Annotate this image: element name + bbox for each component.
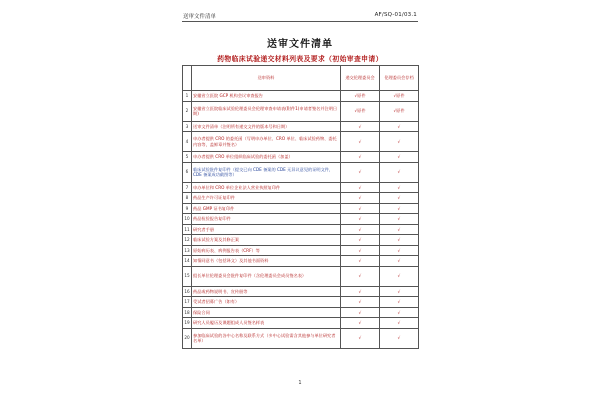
row-material-name: 参加临床试验的各中心名称及联系方式（多中心试验需含其他参与单位研究者名单） — [192, 328, 341, 348]
document-code: AF/SQ-01/03.1 — [374, 12, 417, 18]
table-row — [183, 193, 419, 204]
row-number: 14 — [183, 256, 192, 267]
row-number: 6 — [183, 162, 192, 182]
row-number: 7 — [183, 182, 192, 193]
row-committee-archive-mark: √ — [380, 266, 419, 286]
row-submit-committee-mark: √ — [341, 307, 380, 318]
row-number: 9 — [183, 203, 192, 214]
row-number: 4 — [183, 132, 192, 152]
row-number: 5 — [183, 152, 192, 163]
row-committee-archive-mark: √ — [380, 245, 419, 256]
column-header-committee-archive: 伦理委员会存档 — [380, 66, 419, 91]
row-material-name: 保险合同 — [192, 307, 341, 318]
row-submit-committee-mark: √ — [341, 224, 380, 235]
table-row — [183, 214, 419, 225]
row-submit-committee-mark: √ — [341, 132, 380, 152]
row-material-name: 送审文件清单（注明所有递交文件的版本号和日期） — [192, 121, 341, 132]
column-header-submit-committee: 递交伦理委员会 — [341, 66, 380, 91]
table-row — [183, 182, 419, 193]
row-committee-archive-mark: √ — [380, 318, 419, 329]
table-header-row — [183, 66, 419, 91]
row-submit-committee-mark: √ — [341, 328, 380, 348]
table-row — [183, 121, 419, 132]
submission-materials-table — [182, 65, 419, 349]
table-row — [183, 152, 419, 163]
row-submit-committee-mark: √ — [341, 162, 380, 182]
table-row — [183, 224, 419, 235]
row-submit-committee-mark: √ — [341, 152, 380, 163]
table-row — [183, 235, 419, 246]
row-committee-archive-mark: √ — [380, 132, 419, 152]
row-committee-archive-mark: √原件 — [380, 91, 419, 102]
row-submit-committee-mark: √ — [341, 286, 380, 297]
page-title: 送审文件清单 — [267, 39, 333, 50]
row-committee-archive-mark: √ — [380, 193, 419, 204]
table-row — [183, 328, 419, 348]
row-submit-committee-mark: √ — [341, 214, 380, 225]
row-material-name: 药品 GMP 证书复印件 — [192, 203, 341, 214]
row-material-name: 安徽省立医院 GCP 机构会议审查报告 — [192, 91, 341, 102]
row-material-name: 研究者手册 — [192, 224, 341, 235]
row-committee-archive-mark: √ — [380, 256, 419, 267]
row-committee-archive-mark: √ — [380, 152, 419, 163]
row-number: 2 — [183, 101, 192, 121]
row-material-name: 原始病历表、病例报告表（CRF）等 — [192, 245, 341, 256]
table-row — [183, 318, 419, 329]
row-material-name: 药品或药物说明书、宣传册等 — [192, 286, 341, 297]
row-material-name: 临床试验批件复印件（提交已向 CDE 备案的 CDE 无异议意见的证明文件，CDE 备案成功截图等） — [192, 162, 341, 182]
row-committee-archive-mark: √ — [380, 224, 419, 235]
row-number: 20 — [183, 328, 192, 348]
row-material-name: 安徽省立医院临床试验伦理委员会伦理审查申请表(附件1(申请者签名并注明日期) — [192, 101, 341, 121]
row-material-name: 临床试验方案及其修正案 — [192, 235, 341, 246]
row-committee-archive-mark: √ — [380, 214, 419, 225]
table-body — [183, 91, 419, 349]
table-row — [183, 307, 419, 318]
row-submit-committee-mark: √ — [341, 193, 380, 204]
table-row — [183, 256, 419, 267]
row-number: 13 — [183, 245, 192, 256]
row-submit-committee-mark: √ — [341, 203, 380, 214]
row-number: 3 — [183, 121, 192, 132]
row-material-name: 组长单位伦理委员会批件复印件（含伦理委员会成员签名表） — [192, 266, 341, 286]
row-material-name: 申办者提供 CRO 单位组织临床试验的委托函（加盖） — [192, 152, 341, 163]
row-submit-committee-mark: √原件 — [341, 91, 380, 102]
table-row — [183, 297, 419, 308]
row-material-name: 研究人员履历及课题组成人员签名样表 — [192, 318, 341, 329]
page-subtitle: 药物临床试验递交材料列表及要求（初始审查申请） — [217, 55, 383, 63]
row-submit-committee-mark: √ — [341, 235, 380, 246]
row-number: 19 — [183, 318, 192, 329]
row-number: 18 — [183, 307, 192, 318]
row-submit-committee-mark: √ — [341, 297, 380, 308]
row-material-name: 药品检验报告复印件 — [192, 214, 341, 225]
row-number: 17 — [183, 297, 192, 308]
row-committee-archive-mark: √ — [380, 121, 419, 132]
row-number: 11 — [183, 224, 192, 235]
table-row — [183, 91, 419, 102]
row-submit-committee-mark: √原件 — [341, 101, 380, 121]
row-committee-archive-mark: √ — [380, 286, 419, 297]
row-material-name: 受试者招募广告（如有） — [192, 297, 341, 308]
row-number: 10 — [183, 214, 192, 225]
table-row — [183, 245, 419, 256]
table-row — [183, 203, 419, 214]
table-row — [183, 286, 419, 297]
row-material-name: 药品生产许可证复印件 — [192, 193, 341, 204]
row-material-name: 申办单位和 CRO 单位企业法人营业执照复印件 — [192, 182, 341, 193]
header-divider — [182, 21, 418, 22]
row-committee-archive-mark: √原件 — [380, 101, 419, 121]
row-material-name: 知情同意书（包括译文）及其他书面资料 — [192, 256, 341, 267]
row-number: 8 — [183, 193, 192, 204]
row-number: 15 — [183, 266, 192, 286]
table-row — [183, 132, 419, 152]
row-committee-archive-mark: √ — [380, 162, 419, 182]
row-submit-committee-mark: √ — [341, 245, 380, 256]
row-submit-committee-mark: √ — [341, 318, 380, 329]
row-number: 16 — [183, 286, 192, 297]
row-submit-committee-mark: √ — [341, 121, 380, 132]
row-committee-archive-mark: √ — [380, 235, 419, 246]
row-committee-archive-mark: √ — [380, 182, 419, 193]
table-row — [183, 101, 419, 121]
row-material-name: 申办者提供 CRO 的委托函（写明申办单位、CRO 单位、临床试验药物、委托内容等，盖鲜章并签名） — [192, 132, 341, 152]
row-committee-archive-mark: √ — [380, 203, 419, 214]
page-number: 1 — [298, 380, 302, 386]
table-row — [183, 162, 419, 182]
running-header-title: 送审文件清单 — [183, 14, 217, 20]
row-number: 12 — [183, 235, 192, 246]
row-submit-committee-mark: √ — [341, 182, 380, 193]
row-submit-committee-mark: √ — [341, 266, 380, 286]
column-header-number — [183, 66, 192, 91]
column-header-materials: 送审资料 — [192, 66, 341, 91]
row-committee-archive-mark: √ — [380, 307, 419, 318]
row-submit-committee-mark: √ — [341, 256, 380, 267]
row-committee-archive-mark: √ — [380, 297, 419, 308]
table-row — [183, 266, 419, 286]
row-committee-archive-mark: √ — [380, 328, 419, 348]
row-number: 1 — [183, 91, 192, 102]
